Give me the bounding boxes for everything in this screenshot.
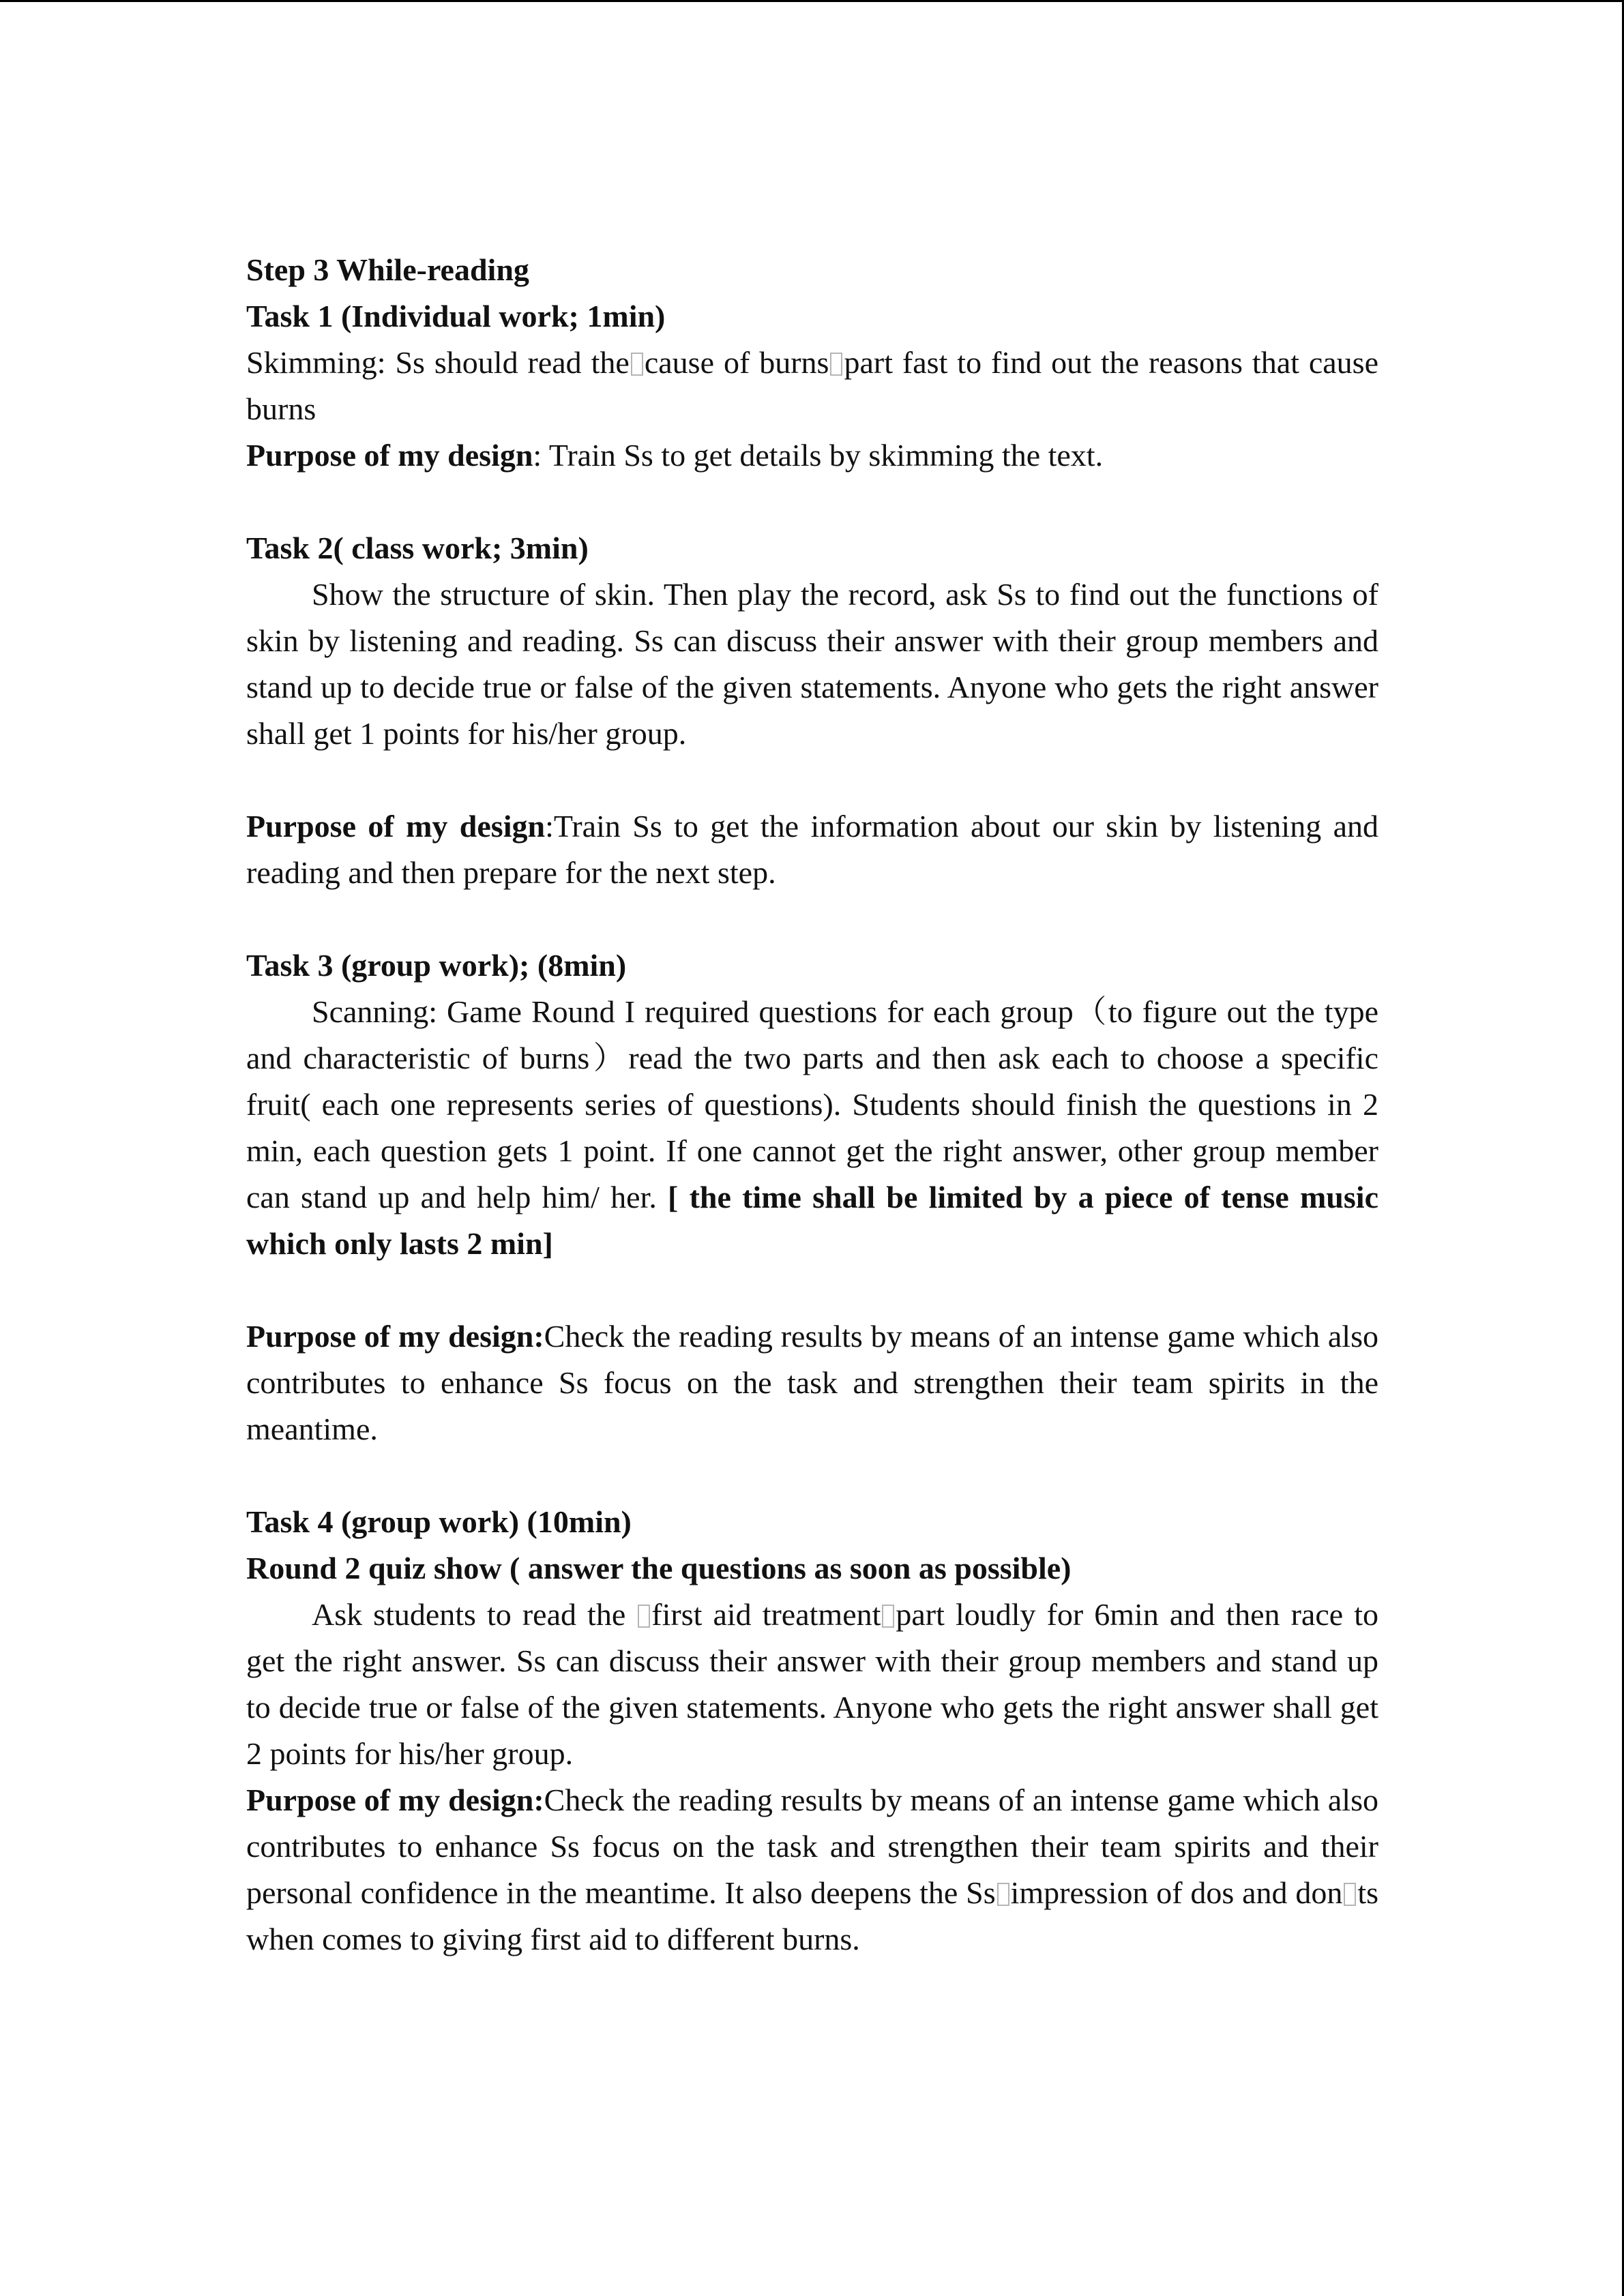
task3-body-text: Scanning: Game Round I required questions for each group（to figure out the type and characteristic of burns）read the two parts and then ask each to choose a specific fruit( each one represents series of questions). Students should finish the questions in 2 min, each question gets 1 point. If one cannot get the right answer, other group member can stand up and help him/ her. (246, 994, 1378, 1214)
spacer (246, 1452, 1378, 1499)
task3-heading: Task 3 (group work); (8min) (246, 948, 627, 983)
purpose-text: :Train Ss to get the information about our skin by listening and reading and then prepare for the next step. (246, 809, 1379, 890)
task4-subheading: Round 2 quiz show ( answer the questions as soon as possible) (246, 1551, 1072, 1585)
task4-body (246, 1592, 1378, 1777)
task1-heading: Task 1 (Individual work; 1min) (246, 299, 666, 333)
task4-body-text-c: part loudly for 6min and then race to get the right answer. Ss can discuss their answer with their group members and stand up to decide true or false of the given statements. Anyone who gets the right answer shall get 2 points for his/her group. (246, 1597, 1378, 1771)
spacer (246, 896, 1378, 942)
spacer (246, 757, 1378, 803)
task2-heading: Task 2( class work; 3min) (246, 531, 589, 565)
missing-glyph-icon (882, 1605, 894, 1628)
missing-glyph-icon (631, 353, 643, 376)
task1-body-text-a: Skimming: Ss should read the (246, 345, 630, 380)
task2-body: Show the structure of skin. Then play the record, ask Ss to find out the functions of skin by listening and reading. Ss can discuss their answer with their group members and stand up to decide true or false of the given statements. Anyone who gets the right answer shall get 1 points for his/her group. (246, 577, 1378, 751)
missing-glyph-icon (638, 1605, 650, 1628)
purpose-text: : Train Ss to get details by skimming the text. (533, 438, 1104, 473)
purpose-text-a: Check the reading results by means of an intense game which also contributes to enhance Ss focus on the task and strengthen their team spirits and their personal confidence in the meantime. It also deepens the Ss (246, 1783, 1378, 1910)
missing-glyph-icon (1344, 1883, 1356, 1906)
missing-glyph-icon (997, 1883, 1009, 1906)
spacer (246, 1267, 1378, 1313)
purpose-text: Check the reading results by means of an intense game which also contributes to enhance Ss focus on the task and strengthen their team spirits in the meantime. (246, 1319, 1378, 1446)
purpose-text-b: impression of dos and don (1010, 1875, 1343, 1910)
task3-purpose (246, 1313, 1378, 1452)
spacer (246, 479, 1378, 525)
missing-glyph-icon (830, 353, 842, 376)
task1-body (246, 340, 1378, 432)
purpose-label: Purpose of my design (246, 809, 546, 844)
task1-purpose (246, 432, 1378, 479)
purpose-label: Purpose of my design: (246, 1319, 544, 1354)
purpose-label: Purpose of my design (246, 438, 533, 473)
task3-body (246, 989, 1378, 1267)
document-body (246, 247, 1378, 1963)
task4-body-text-a: Ask students to read the (312, 1597, 637, 1632)
task3-body-bold: [ the time shall be limited by a piece of tense music which only lasts 2 min] (246, 1180, 1378, 1261)
task1-body-text-b: cause of burns (644, 345, 829, 380)
task1-body-text-c: part fast to find out the reasons that cause burns (246, 345, 1378, 426)
purpose-text-c: ts when comes to giving first aid to different burns. (246, 1875, 1379, 1956)
task2-purpose (246, 803, 1378, 896)
task4-heading: Task 4 (group work) (10min) (246, 1504, 632, 1539)
task4-body-text-b: first aid treatment (651, 1597, 881, 1632)
step-heading: Step 3 While-reading (246, 252, 529, 287)
purpose-label: Purpose of my design: (246, 1783, 544, 1817)
task4-purpose (246, 1777, 1378, 1963)
